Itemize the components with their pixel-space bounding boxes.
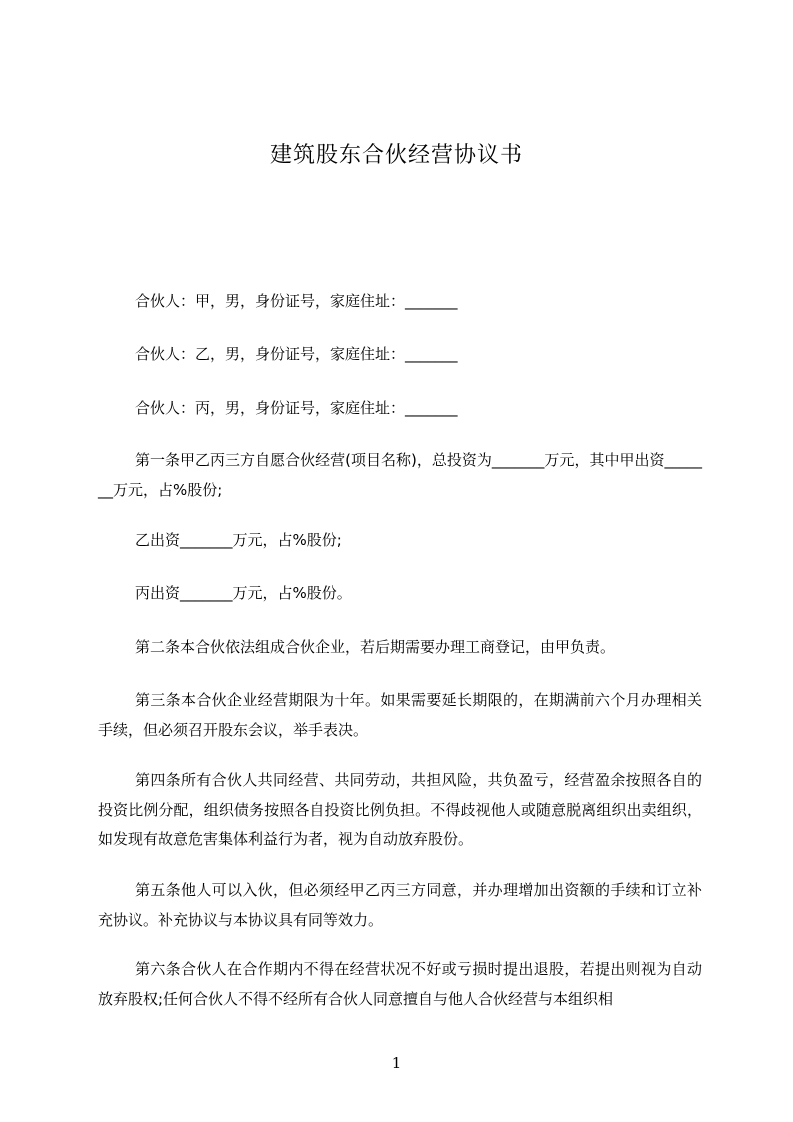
page-number: 1 [391, 1054, 402, 1072]
article-2-paragraph: 第二条本合伙依法组成合伙企业，若后期需要办理工商登记，由甲负责。 [135, 638, 616, 656]
article-1-paragraph: 第一条甲乙丙三方自愿合伙经营(项目名称)，总投资为_______万元，其中甲出资_______万元，占%股份; [98, 451, 702, 499]
document-title: 建筑股东合伙经营协议书 [269, 143, 523, 168]
article-1-b-share: 乙出资_______万元，占%股份; [135, 531, 342, 549]
partner-b-line: 合伙人：乙，男，身份证号，家庭住址：_______ [135, 345, 458, 363]
article-5-paragraph: 第五条他人可以入伙，但必须经甲乙丙三方同意，并办理增加出资额的手续和订立补充协议。补充协议与本协议具有同等效力。 [98, 881, 702, 929]
article-4-paragraph: 第四条所有合伙人共同经营、共同劳动，共担风险，共负盈亏，经营盈余按照各自的投资比例分配，组织债务按照各自投资比例负担。不得歧视他人或随意脱离组织出卖组织，如发现有故意危害集体利益行为者，视为自动放弃股份。 [98, 771, 702, 848]
article-3-paragraph: 第三条本合伙企业经营期限为十年。如果需要延长期限的，在期满前六个月办理相关手续，但必须召开股东会议，举手表决。 [98, 691, 702, 739]
partner-a-line: 合伙人：甲，男，身份证号，家庭住址：_______ [135, 292, 458, 310]
article-6-paragraph: 第六条合伙人在合作期内不得在经营状况不好或亏损时提出退股，若提出则视为自动放弃股权;任何合伙人不得不经所有合伙人同意擅自与他人合伙经营与本组织相 [98, 960, 702, 1008]
article-1-c-share: 丙出资_______万元，占%股份。 [135, 584, 352, 602]
partner-c-line: 合伙人：丙，男，身份证号，家庭住址：_______ [135, 399, 458, 417]
